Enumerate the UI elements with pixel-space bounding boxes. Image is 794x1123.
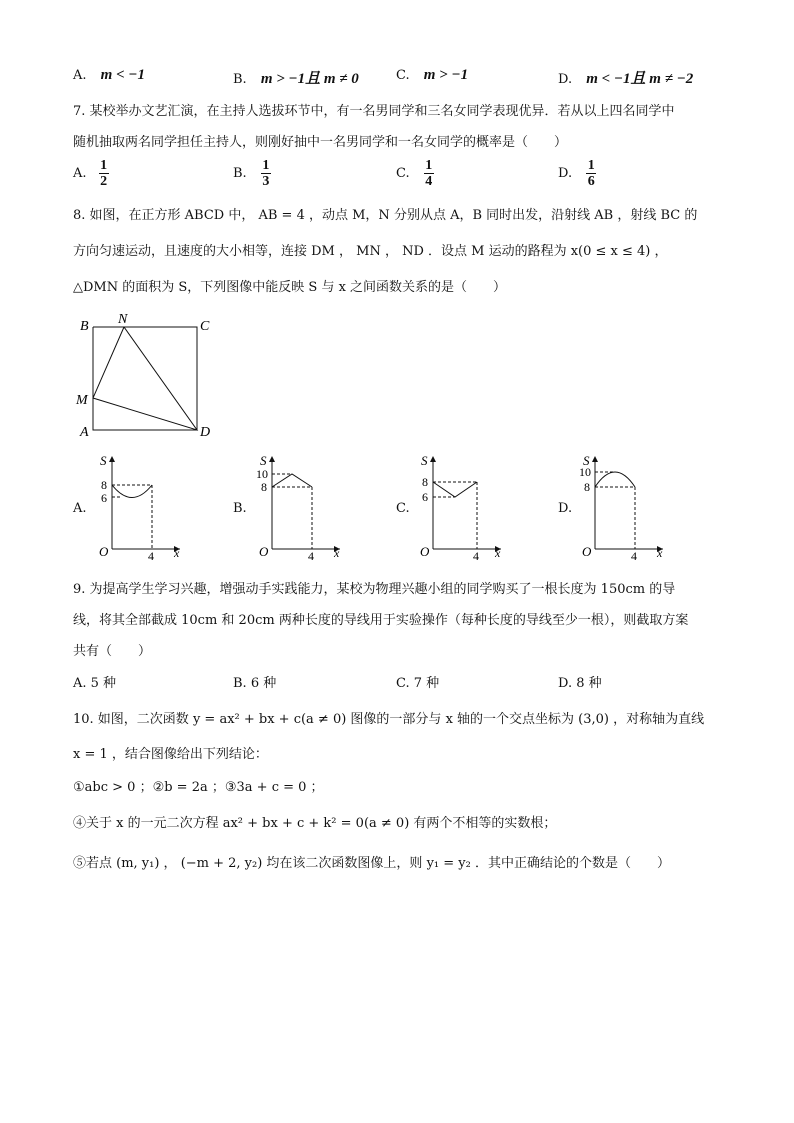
q7-line-2: 随机抽取两名同学担任主持人，则刚好抽中一名男同学和一名女同学的概率是（ ） [73,135,568,150]
q7-fraction-a: $\frac{1}{2}$ [100,158,108,189]
q8-graph-option-c-letter: C. [396,501,410,516]
label-m: M [76,393,88,408]
xtick-4: 4 [148,549,154,562]
q8-line-2: 方向匀速运动，且速度的大小相等，连接 DM ， MN ， ND ．设点 M 运动的路程为 x(0 ≤ x ≤ 4) ， [73,244,668,259]
q8-graph-c [411,452,506,562]
q6-option-d: D. m < −1且 m ≠ −2 [558,71,694,87]
q7-line-1: 7. 某校举办文艺汇演，在主持人选拔环节中，有一名男同学和三名女同学表现优异．若从以上四名同学中 [73,104,675,119]
triangle-dmn [93,327,197,430]
q9-option-d: D. 8 种 [558,676,602,691]
q7-fraction-b: $\frac{1}{3}$ [262,158,270,189]
q8-graph-b [250,452,345,562]
label-d: D [200,425,211,440]
q9-line-1: 9. 为提高学生学习兴趣，增强动手实践能力，某校为物理兴趣小组的同学购买了一根长度为 150cm 的导 [73,582,676,597]
q6-option-c-text: m > −1 [423,67,469,83]
label-b: B [80,319,89,334]
ytick-10: 10 [579,465,591,479]
axis-x: x [334,546,340,560]
xtick-4: 4 [473,549,479,562]
origin-o: O [259,544,269,559]
ytick-8: 8 [422,475,428,489]
q6-option-d-text: m < −1且 m ≠ −2 [586,71,694,87]
q7-fraction-c: $\frac{1}{4}$ [425,158,433,189]
q7-option-a: A. $\frac{1}{2}$ [73,158,108,189]
axis-s: S [583,453,590,468]
axis-x: x [657,546,663,560]
q7-option-b: B. $\frac{1}{3}$ [233,158,270,189]
q8-line-1: 8. 如图，在正方形 ABCD 中， AB = 4 ，动点 M，N 分别从点 A，B 同时出发，沿射线 AB ，射线 BC 的 [73,208,698,223]
axis-x: x [174,546,180,560]
axis-x: x [495,546,501,560]
q10-line-3: ①abc > 0 ；②b = 2a ；③3a + c = 0 ； [73,780,324,795]
q10-line-4: ④关于 x 的一元二次方程 ax² + bx + c + k² = 0(a ≠ 0) 有两个不相等的实数根； [73,816,557,831]
q8-graph-option-a-letter: A. [73,501,87,516]
q10-line-1: 10. 如图，二次函数 y = ax² + bx + c(a ≠ 0) 图像的一部分与 x 轴的一个交点坐标为 (3,0) ，对称轴为直线 [73,712,705,727]
q9-option-a: A. 5 种 [73,676,117,691]
q9-option-c: C. 7 种 [396,676,440,691]
label-n: N [118,312,128,327]
ytick-8: 8 [261,480,267,494]
q7-option-c: C. $\frac{1}{4}$ [396,158,433,189]
q6-option-b-text: m > −1且 m ≠ 0 [260,71,359,87]
q9-line-3: 共有（ ） [73,644,152,659]
q6-option-c: C. m > −1 [396,67,469,83]
q10-line-5: ⑤若点 (m, y₁) ， (−m + 2, y₂) 均在该二次函数图像上，则 y₁ = y₂ ．其中正确结论的个数是（ ） [73,856,670,871]
ytick-10: 10 [256,467,268,481]
ytick-6: 6 [422,490,428,504]
axis-s: S [100,453,107,468]
q8-graph-d [573,452,668,562]
axis-s: S [421,453,428,468]
q7-option-d: D. $\frac{1}{6}$ [558,158,595,189]
label-c: C [200,319,210,334]
q8-square-figure [72,312,222,442]
q6-option-a-text: m < −1 [100,67,145,83]
xtick-4: 4 [631,549,637,562]
origin-o: O [582,544,592,559]
q8-graph-a [90,452,185,562]
ytick-8: 8 [584,480,590,494]
label-a: A [80,425,89,440]
origin-o: O [420,544,430,559]
q8-line-3: △DMN 的面积为 S，下列图像中能反映 S 与 x 之间函数关系的是（ ） [73,280,507,295]
axis-s: S [260,453,267,468]
origin-o: O [99,544,109,559]
q6-option-a: A. m < −1 [73,67,145,83]
square-outline [93,327,197,430]
q6-option-b: B. m > −1且 m ≠ 0 [233,71,359,87]
ytick-6: 6 [101,491,107,505]
q8-graph-option-d-letter: D. [558,501,573,516]
q10-line-2: x = 1 ，结合图像给出下列结论： [73,747,268,762]
q9-option-b: B. 6 种 [233,676,277,691]
q7-fraction-d: $\frac{1}{6}$ [587,158,595,189]
ytick-8: 8 [101,478,107,492]
q8-graph-option-b-letter: B. [233,501,247,516]
xtick-4: 4 [308,549,314,562]
q9-line-2: 线，将其全部截成 10cm 和 20cm 两种长度的导线用于实验操作（每种长度的导线至少一根），则截取方案 [73,613,689,628]
